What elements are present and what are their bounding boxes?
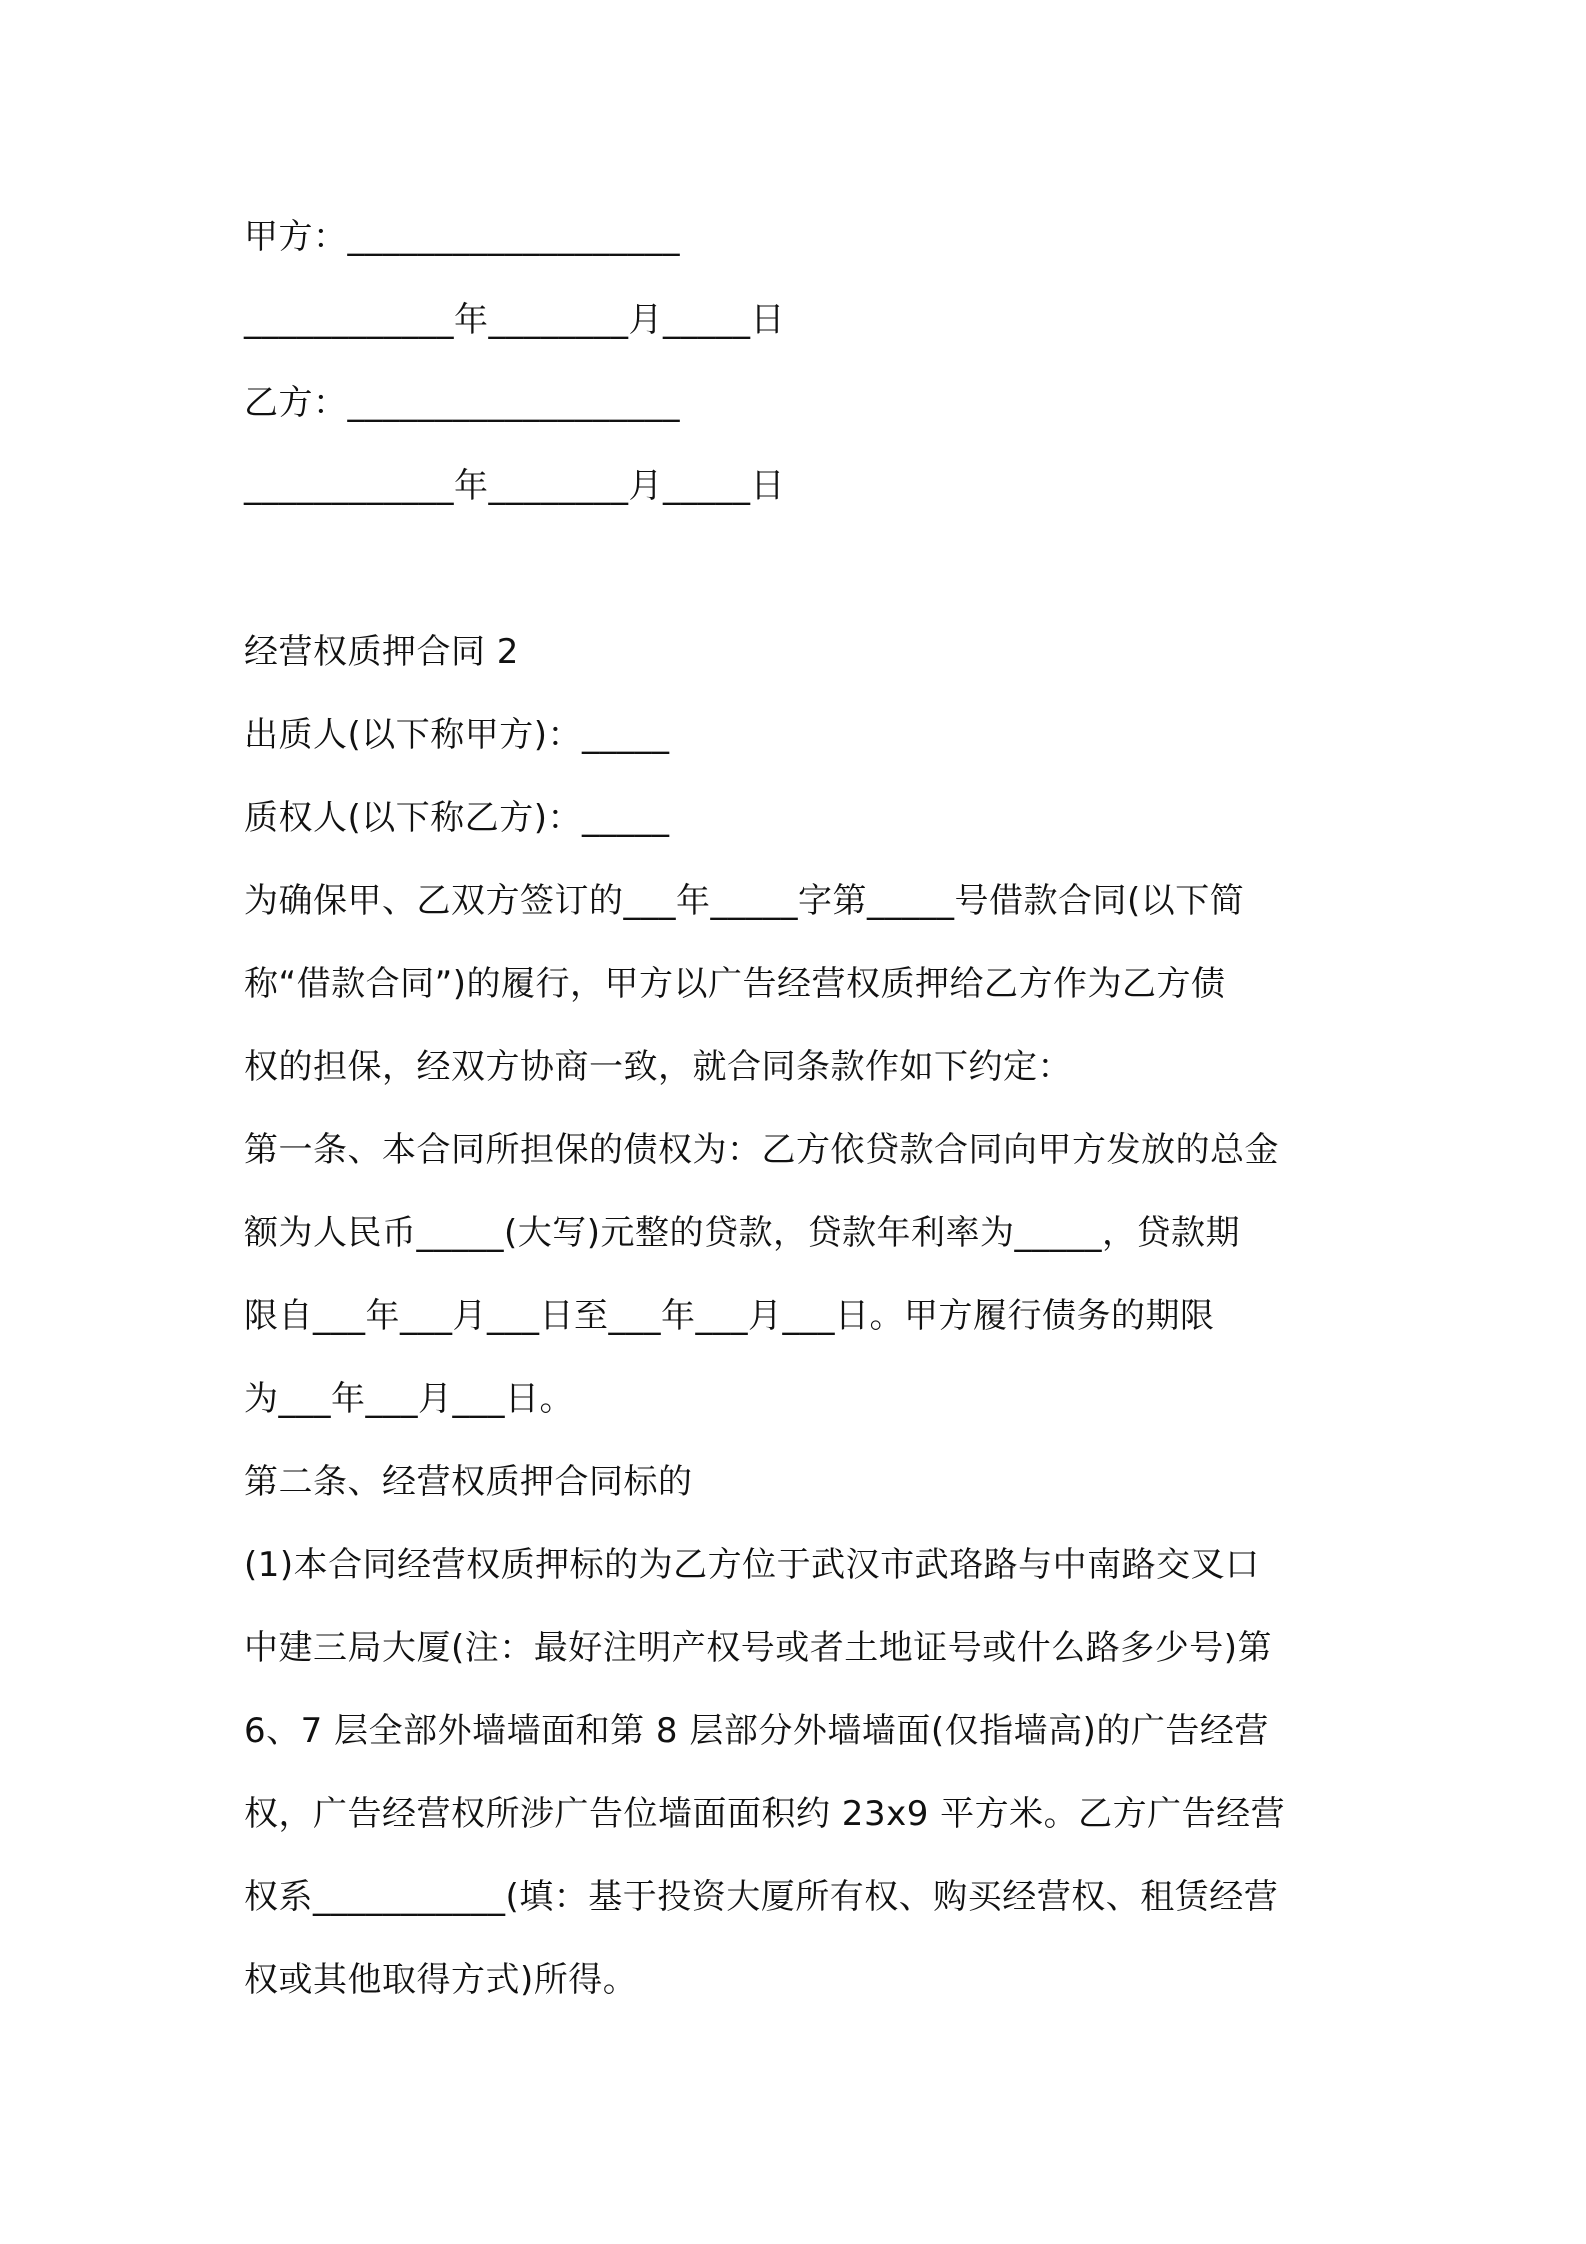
article1-line: 额为人民币_____(大写)元整的贷款，贷款年利率为_____，贷款期 (244, 1213, 1241, 1253)
document-body (244, 196, 1359, 2022)
preamble-line: 称“借款合同”)的履行，甲方以广告经营权质押给乙方作为乙方债 (244, 964, 1226, 1004)
article1-line: 限自___年___月___日至___年___月___日。甲方履行债务的期限 (244, 1296, 1215, 1336)
article1-line: 第一条、本合同所担保的债权为：乙方依贷款合同向甲方发放的总金 (244, 1130, 1279, 1170)
party-a-date-line: ____________年________月_____日 (244, 300, 785, 340)
article1-line: 为___年___月___日。 (244, 1379, 574, 1419)
article2-item1-line: 权系___________(填：基于投资大厦所有权、购买经营权、租赁经营 (244, 1877, 1279, 1917)
pledgee-line: 质权人(以下称乙方)：_____ (244, 798, 670, 838)
article2-heading: 第二条、经营权质押合同标的 (244, 1462, 693, 1502)
pledgor-line: 出质人(以下称甲方)：_____ (244, 715, 670, 755)
article2-item1-line: 权或其他取得方式)所得。 (244, 1960, 638, 2000)
contract-title: 经营权质押合同 2 (244, 632, 519, 672)
article2-item1-line: (1)本合同经营权质押标的为乙方位于武汉市武珞路与中南路交叉口 (244, 1545, 1260, 1585)
preamble-line: 权的担保，经双方协商一致，就合同条款作如下约定： (244, 1047, 1072, 1087)
article2-item1-line: 6、7 层全部外墙墙面和第 8 层部分外墙墙面(仅指墙高)的广告经营 (244, 1711, 1269, 1751)
party-b-signature-line: 乙方：___________________ (244, 383, 680, 423)
article2-item1-line: 权，广告经营权所涉广告位墙面面积约 23x9 平方米。乙方广告经营 (244, 1794, 1286, 1834)
party-b-date-line: ____________年________月_____日 (244, 466, 785, 506)
preamble-line: 为确保甲、乙双方签订的___年_____字第_____号借款合同(以下简 (244, 881, 1245, 921)
section-gap (244, 528, 1359, 611)
party-a-signature-line: 甲方：___________________ (244, 217, 680, 257)
article2-item1-line: 中建三局大厦(注：最好注明产权号或者土地证号或什么路多少号)第 (244, 1628, 1273, 1668)
